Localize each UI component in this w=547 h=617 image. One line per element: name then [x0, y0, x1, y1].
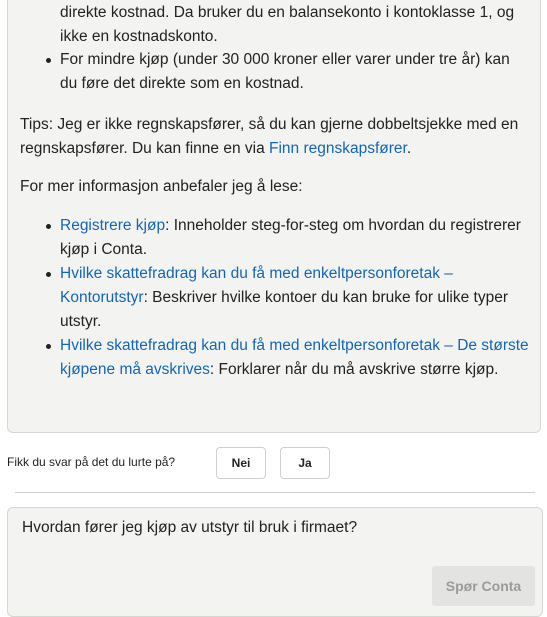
list-item-text: For mindre kjøp (under 30 000 kroner eller varer under tre år) kan du føre det direkte som en kostnad. — [60, 51, 510, 92]
feedback-question: Fikk du svar på det du lurte på? — [7, 455, 176, 469]
avskrives-link[interactable]: Hvilke skattefradrag kan du få med enkeltpersonforetak – De største kjøpene må avskrives — [60, 337, 529, 378]
link-description: : Forklarer når du må avskrive større kjøp. — [209, 361, 499, 378]
more-info-text: For mer informasjon anbefaler jeg å lese: — [20, 178, 303, 195]
ask-conta-button[interactable]: Spør Conta — [432, 566, 535, 606]
question-input[interactable] — [7, 507, 543, 617]
tips-end: . — [406, 140, 412, 157]
link-description: : Inneholder steg-for-steg om hvordan du registrerer kjøp i Conta. — [60, 217, 521, 258]
link-description: : Beskriver hvilke kontoer du kan bruke for ulike typer utstyr. — [60, 289, 508, 330]
resource-list — [60, 214, 530, 382]
registrere-kjop-link[interactable]: Registrere kjøp — [60, 217, 166, 234]
list-item-text: direkte kostnad. Da bruker du en balansekonto i kontoklasse 1, og ikke en kostnadskonto. — [60, 4, 515, 45]
tips-paragraph — [20, 113, 530, 161]
kontorutstyr-link[interactable]: Hvilke skattefradrag kan du få med enkeltpersonforetak – Kontorutstyr — [60, 265, 453, 306]
tips-text: Tips: Jeg er ikke regnskapsfører, så du kan gjerne dobbeltsjekke med en regnskapsfører. Du kan finne en via — [20, 116, 519, 157]
list-item — [60, 48, 530, 96]
list-item — [60, 334, 530, 382]
list-item — [60, 1, 530, 49]
list-item — [60, 214, 530, 262]
list-item — [60, 262, 530, 334]
yes-button[interactable]: Ja — [280, 447, 330, 479]
bullet-list — [60, 48, 530, 96]
question-input-text: Hvordan fører jeg kjøp av utstyr til bruk i firmaet? — [22, 519, 358, 536]
finn-regnskapsforer-link[interactable]: Finn regnskapsfører — [269, 140, 407, 157]
divider — [15, 492, 535, 493]
no-button[interactable]: Nei — [216, 447, 266, 479]
